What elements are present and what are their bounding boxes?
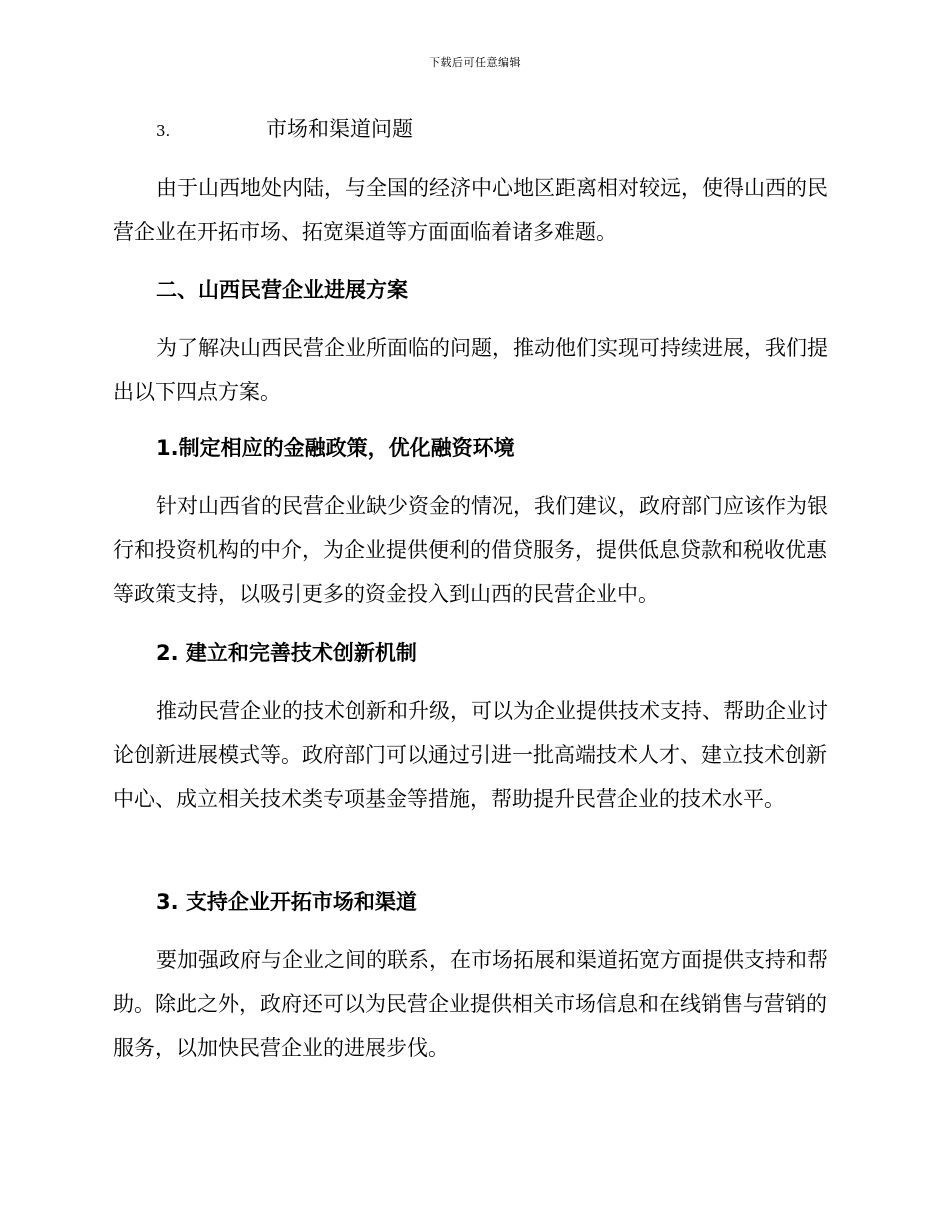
subheading-market-channels: 3. 支持企业开拓市场和渠道 bbox=[156, 890, 417, 914]
header-note: 下载后可任意编辑 bbox=[429, 56, 521, 69]
subheading-financial-policy: 1.制定相应的金融政策，优化融资环境 bbox=[156, 436, 515, 460]
paragraph-market-channels: 要加强政府与企业之间的联系，在市场拓展和渠道拓宽方面提供支持和帮助。除此之外，政府还可以为民营企业提供相关市场信息和在线销售与营销的服务，以加快民营企业的进展步伐。 bbox=[113, 948, 828, 1060]
subheading-tech-innovation: 2. 建立和完善技术创新机制 bbox=[156, 641, 417, 665]
paragraph-tech-innovation: 推动民营企业的技术创新和升级，可以为企业提供技术支持、帮助企业讨论创新进展模式等。政府部门可以通过引进一批高端技术人才、建立技术创新中心、成立相关技术类专项基金等措施，帮助提升民营企业的技术水平。 bbox=[113, 699, 828, 811]
item-heading-3 bbox=[113, 107, 829, 153]
paragraph-financial-policy: 针对山西省的民营企业缺少资金的情况，我们建议，政府部门应该作为银行和投资机构的中介，为企业提供便利的借贷服务，提供低息贷款和税收优惠等政策支持，以吸引更多的资金投入到山西的民营企业中。 bbox=[113, 494, 828, 606]
item-number: 3. bbox=[156, 122, 171, 140]
paragraph-market-problem: 由于山西地处内陆，与全国的经济中心地区距离相对较远，使得山西的民营企业在开拓市场、拓宽渠道等方面面临着诸多难题。 bbox=[113, 176, 828, 244]
paragraph-intro-plan: 为了解决山西民营企业所面临的问题，推动他们实现可持续进展，我们提出以下四点方案。 bbox=[113, 336, 828, 404]
section-heading-2: 二、山西民营企业进展方案 bbox=[156, 278, 408, 302]
item-title: 市场和渠道问题 bbox=[266, 117, 413, 141]
